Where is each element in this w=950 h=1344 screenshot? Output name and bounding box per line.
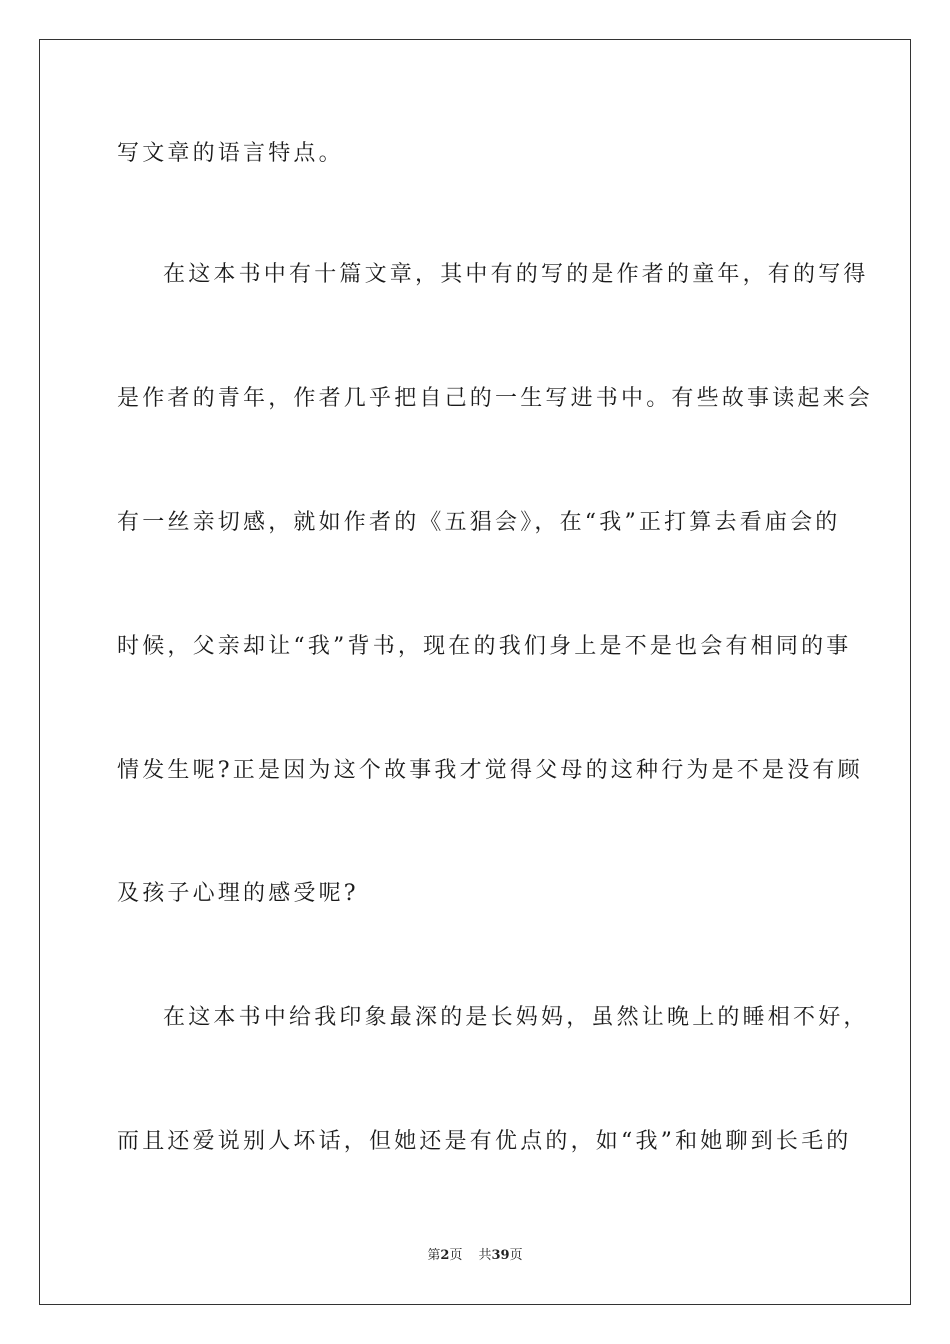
text-line-3: 是作者的青年，作者几乎把自己的一生写进书中。有些故事读起来会	[117, 386, 874, 411]
text-line-9: 而且还爱说别人坏话，但她还是有优点的，如“我”和她聊到长毛的	[117, 1129, 852, 1154]
text-line-6: 情发生呢?正是因为这个故事我才觉得父母的这种行为是不是没有顾	[117, 758, 863, 783]
page-prefix: 第	[427, 1248, 441, 1263]
text-line-1: 写文章的语言特点。	[117, 141, 344, 166]
page-frame	[39, 39, 911, 1305]
text-line-5: 时候，父亲却让“我”背书，现在的我们身上是不是也会有相同的事	[117, 634, 852, 659]
text-line-7: 及孩子心理的感受呢?	[117, 881, 359, 906]
page-number: 2	[440, 1248, 450, 1263]
total-suffix: 页	[509, 1248, 523, 1263]
text-line-2: 在这本书中有十篇文章，其中有的写的是作者的童年，有的写得	[163, 262, 869, 287]
page-suffix: 页	[449, 1248, 463, 1263]
total-pages: 39	[491, 1248, 510, 1263]
text-line-8: 在这本书中给我印象最深的是长妈妈，虽然让晚上的睡相不好，	[163, 1005, 869, 1030]
page-footer	[0, 1248, 950, 1264]
text-line-4: 有一丝亲切感，就如作者的《五猖会》，在“我”正打算去看庙会的	[117, 510, 841, 535]
total-prefix: 共	[478, 1248, 492, 1263]
